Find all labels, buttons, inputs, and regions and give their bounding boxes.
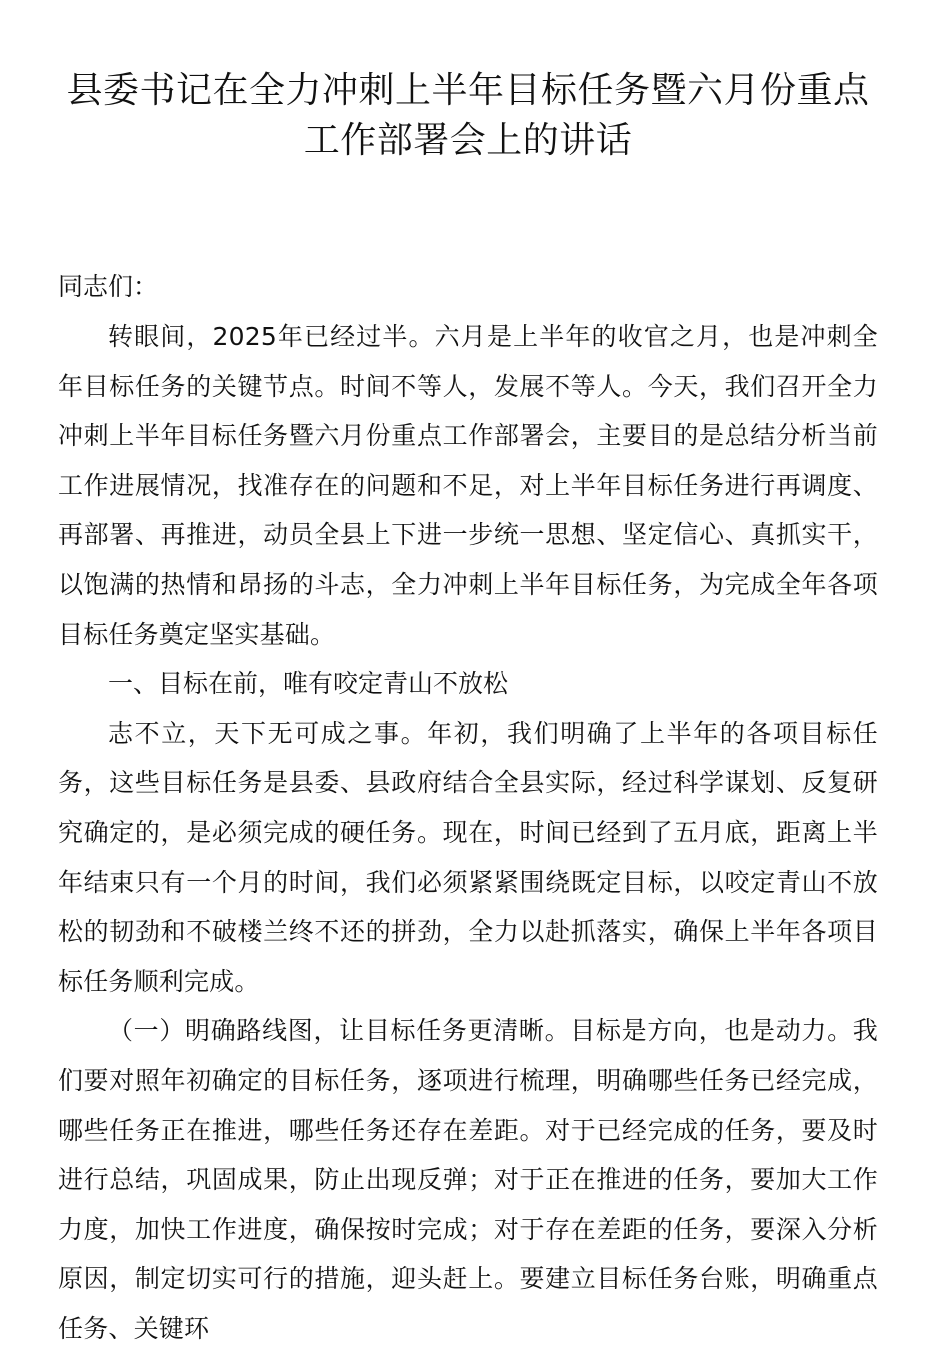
paragraph-subsection-1: （一）明确路线图，让目标任务更清晰。目标是方向，也是动力。我们要对照年初确定的目标任务，逐项进行梳理，明确哪些任务已经完成，哪些任务正在推进，哪些任务还存在差距。对于已经完成的任务，要及时进行总结，巩固成果，防止出现反弹；对于正在推进的任务，要加大工作力度，加快工作进度，确保按时完成；对于存在差距的任务，要深入分析原因，制定切实可行的措施，迎头赶上。要建立目标任务台账，明确重点任务、关键环 [58,1016,878,1343]
document-title: 县委书记在全力冲刺上半年目标任务暨六月份重点工作部署会上的讲话 [66,70,870,161]
paragraph-section-1: 志不立，天下无可成之事。年初，我们明确了上半年的各项目标任务，这些目标任务是县委、县政府结合全县实际，经过科学谋划、反复研究确定的，是必须完成的硬任务。现在，时间已经到了五月底，距离上半年结束只有一个月的时间，我们必须紧紧围绕既定目标，以咬定青山不放松的韧劲和不破楼兰终不还的拼劲，全力以赴抓落实，确保上半年各项目标任务顺利完成。 [58,718,878,996]
salutation: 同志们： [58,272,159,301]
paragraph-intro: 转眼间，2025年已经过半。六月是上半年的收官之月，也是冲刺全年目标任务的关键节点。时间不等人，发展不等人。今天，我们召开全力冲刺上半年目标任务暨六月份重点工作部署会，主要目的是总结分析当前工作进展情况，找准存在的问题和不足，对上半年目标任务进行再调度、再部署、再推进，动员全县上下进一步统一思想、坚定信心、真抓实干，以饱满的热情和昂扬的斗志，全力冲刺上半年目标任务，为完成全年各项目标任务奠定坚实基础。 [58,322,878,649]
section-heading-1: 一、目标在前，唯有咬定青山不放松 [108,669,509,699]
